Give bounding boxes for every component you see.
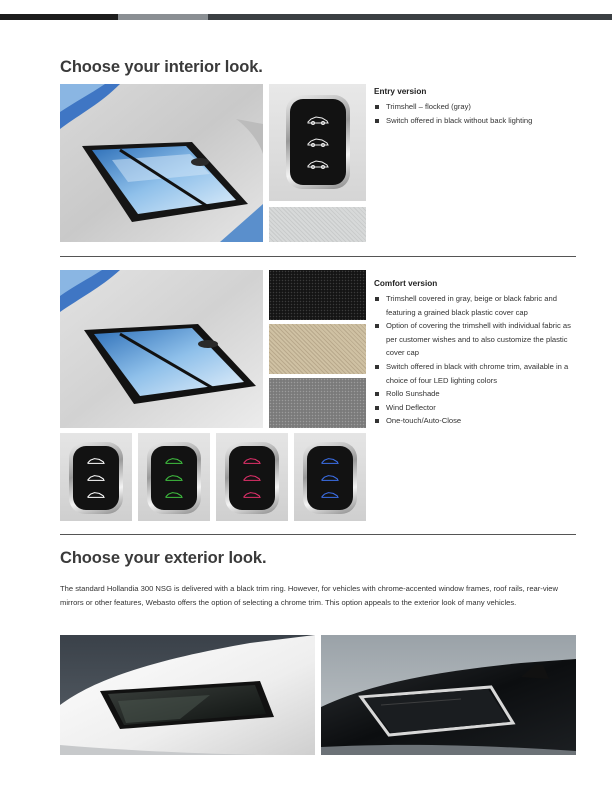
car-icon	[315, 487, 344, 502]
list-item: Trimshell covered in gray, beige or black fabric and featuring a grained black plastic cover cap	[374, 292, 578, 319]
switch-led-red-photo	[216, 433, 288, 521]
exterior-black-trim-photo	[60, 635, 315, 755]
beige-fabric-swatch	[269, 324, 366, 374]
car-icon	[159, 487, 188, 502]
entry-switch	[286, 95, 350, 189]
section-divider	[60, 534, 576, 535]
list-item: Rollo Sunshade	[374, 387, 578, 401]
car-icon	[300, 109, 336, 130]
switch-led-white-photo	[60, 433, 132, 521]
car-icon	[315, 470, 344, 485]
exterior-paragraph: The standard Hollandia 300 NSG is delivered with a black trim ring. However, for vehicles with chrome-accented window frames, roof rails, rear-view mirrors or other features, Webasto offers the option of selecting a chrome trim. This option appeals to the exterior look of many vehicles.	[60, 584, 559, 607]
entry-bullets	[374, 100, 578, 127]
car-icon	[81, 470, 110, 485]
list-item: Switch offered in black with chrome trim, available in a choice of four LED lighting colors	[374, 360, 578, 387]
entry-version-title: Entry version	[374, 87, 427, 96]
exterior-heading: Choose your exterior look.	[60, 549, 267, 567]
header-bar-dark	[0, 14, 118, 20]
entry-sunroof-interior-photo	[60, 84, 263, 242]
car-icon	[159, 454, 188, 469]
car-icon	[81, 454, 110, 469]
switch-led-blue-photo	[294, 433, 366, 521]
list-item: Trimshell – flocked (gray)	[374, 100, 578, 114]
list-item: Option of covering the trimshell with individual fabric as per customer wishes and to also customize the plastic cover cap	[374, 319, 578, 360]
car-icon	[237, 454, 266, 469]
header-bar-slate	[208, 14, 612, 20]
header-bar-gray	[118, 14, 208, 20]
interior-heading: Choose your interior look.	[60, 58, 263, 76]
list-item: Wind Deflector	[374, 401, 578, 415]
section-divider	[60, 256, 576, 257]
comfort-sunroof-interior-photo	[60, 270, 263, 428]
switch-led-green-photo	[138, 433, 210, 521]
car-icon	[315, 454, 344, 469]
car-icon	[237, 470, 266, 485]
flocked-gray-swatch	[269, 207, 366, 242]
list-item: Switch offered in black without back lighting	[374, 114, 578, 128]
comfort-bullets	[374, 292, 578, 428]
exterior-chrome-trim-photo	[321, 635, 576, 755]
entry-switch-photo	[269, 84, 366, 201]
comfort-version-title: Comfort version	[374, 279, 438, 288]
black-fabric-swatch	[269, 270, 366, 320]
car-icon	[300, 132, 336, 153]
list-item: One-touch/Auto-Close	[374, 414, 578, 428]
car-icon	[237, 487, 266, 502]
car-icon	[81, 487, 110, 502]
car-icon	[159, 470, 188, 485]
car-icon	[300, 154, 336, 175]
gray-fabric-swatch	[269, 378, 366, 428]
